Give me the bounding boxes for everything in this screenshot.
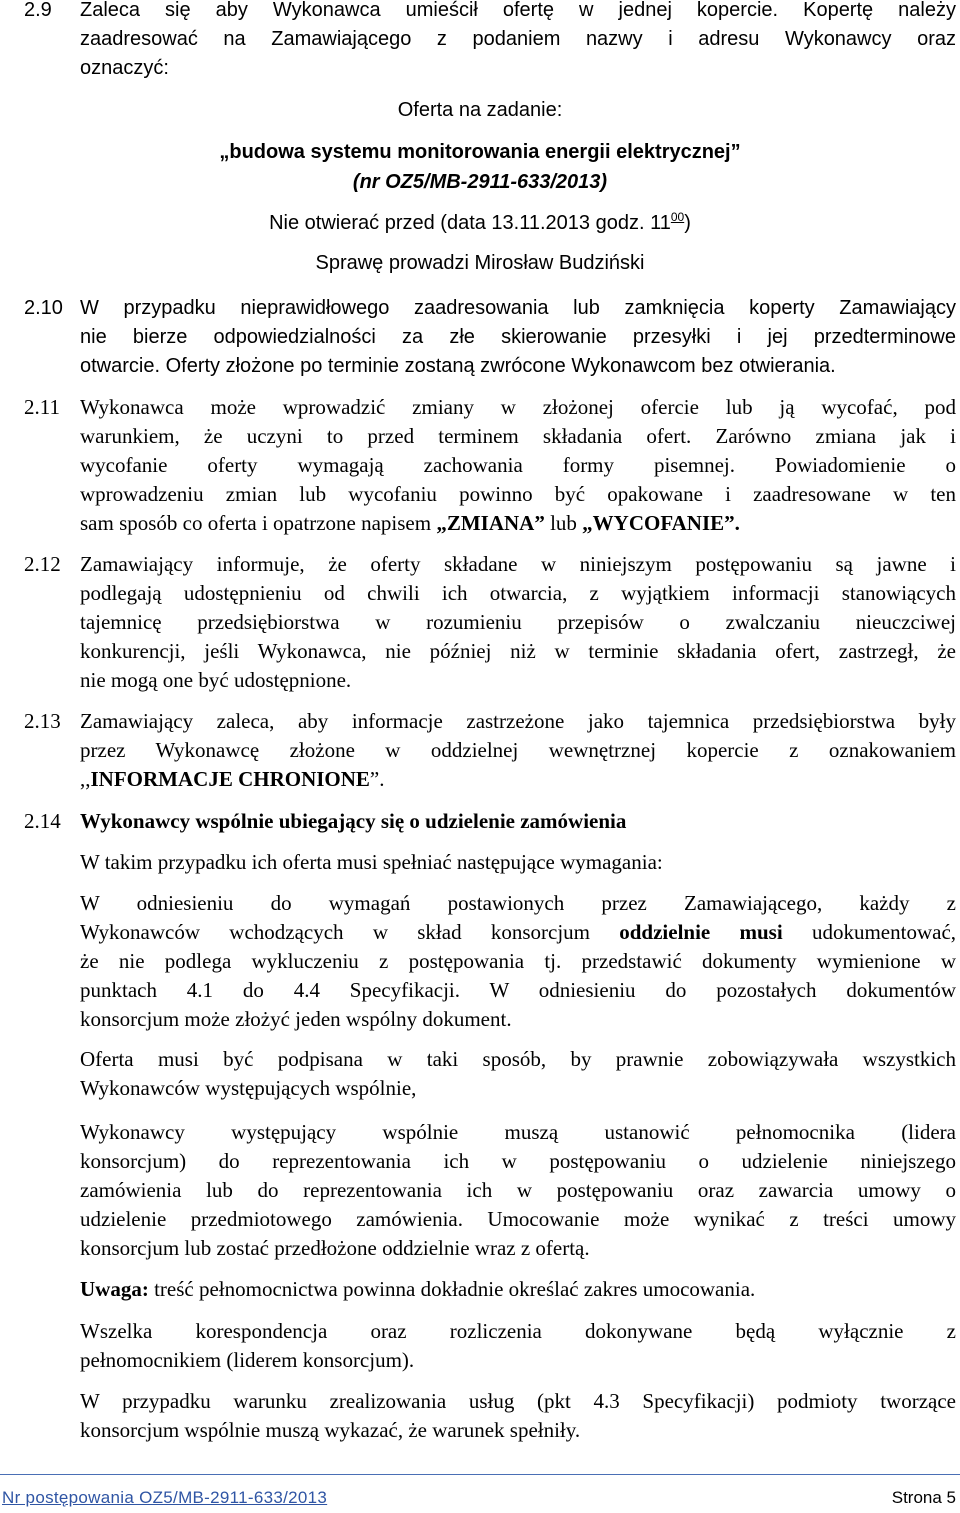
consortium-paragraph-6 [80, 1387, 956, 1445]
text-line: Zamawiający informuje, że oferty składane w niniejszym postępowaniu są jawne i [80, 552, 956, 576]
text-line: oznaczyć: [80, 57, 169, 79]
marker-wycofanie: „WYCOFANIE”. [582, 511, 740, 535]
footer-page-number: Strona 5 [891, 1488, 956, 1507]
marker-informacje-chronione: INFORMACJE CHRONIONE [90, 767, 370, 791]
section-2-11 [24, 393, 956, 538]
text-fragment: sam sposób co oferta i opatrzone napisem [80, 511, 437, 535]
consortium-paragraph-3 [80, 1118, 956, 1263]
text-line: konsorcjum lub zostać przedłożone oddzielnie wraz z ofertą. [80, 1236, 590, 1260]
text-line: konkurencji, jeśli Wykonawca, nie później niż w terminie składania ofert, zastrzegł, że [80, 639, 956, 663]
text-line: konsorcjum może złożyć jeden wspólny dokument. [80, 1007, 512, 1031]
text-line: pełnomocnikiem (liderem konsorcjum). [80, 1348, 415, 1372]
note-label: Uwaga: [80, 1277, 149, 1301]
text-line: wycofanie oferty wymagają zachowania formy pisemnej. Powiadomienie o [80, 453, 956, 477]
section-number: 2.10 [24, 297, 63, 319]
open-date-text: Nie otwierać przed (data 13.11.2013 godz. 11 [269, 212, 671, 234]
text-fragment: ”. [369, 767, 385, 791]
footer-case-number: Nr postępowania OZ5/MB-2911-633/2013 [2, 1488, 328, 1507]
text-line [80, 765, 956, 794]
text-line: zaadresować na Zamawiającego z podaniem nazwy i adresu Wykonawcy oraz [80, 28, 956, 50]
footer-divider [0, 1474, 960, 1475]
text-line: konsorcjum wspólnie muszą wykazać, że warunek spełniły. [80, 1418, 581, 1442]
text-line: podlegają udostępnieniu od chwili ich otwarcia, z wyjątkiem informacji stanowiących [80, 581, 956, 605]
marker-zmiana: „ZMIANA” [436, 511, 545, 535]
text-line: W przypadku warunku zrealizowania usług (pkt 4.3 Specyfikacji) podmioty tworzące [80, 1389, 956, 1413]
text-line: konsorcjum) do reprezentowania ich w postępowaniu o udzielenie niniejszego [80, 1149, 956, 1173]
text-line: Zaleca się aby Wykonawca umieścił ofertę w jednej kopercie. Kopertę należy [80, 0, 956, 21]
text-line: punktach 4.1 do 4.4 Specyfikacji. W odniesieniu do pozostałych dokumentów [80, 978, 956, 1002]
text-line [80, 509, 956, 538]
envelope-label-ref: (nr OZ5/MB-2911-633/2013) [352, 171, 608, 193]
text-line: udzielenie przedmiotowego zamówienia. Umocowanie może wynikać z treści umowy [80, 1207, 956, 1231]
envelope-label-title: „budowa systemu monitorowania energii elektrycznej” [219, 141, 741, 163]
section-number: 2.11 [24, 395, 60, 419]
section-2-13 [24, 707, 956, 794]
text-line: nie bierze odpowiedzialności za złe skierowanie przesyłki i jej przedterminowe [80, 326, 956, 348]
text-line: Zamawiający zaleca, aby informacje zastrzeżone jako tajemnica przedsiębiorstwa były [80, 709, 956, 733]
envelope-label-open [0, 210, 960, 235]
text-line [80, 918, 956, 947]
consortium-intro [80, 848, 956, 877]
text-line: Wszelka korespondencja oraz rozliczenia dokonywane będą wyłącznie z [80, 1319, 956, 1343]
text-fragment: udokumentować, [782, 920, 957, 944]
section-number: 2.9 [24, 0, 52, 21]
text-line: tajemnicę przedsiębiorstwa w rozumieniu przepisów o zwalczaniu nieuczciwej [80, 610, 956, 634]
section-2-12 [24, 550, 956, 695]
text-line: W takim przypadku ich oferta musi spełniać następujące wymagania: [80, 850, 663, 874]
section-2-10 [24, 294, 956, 381]
text-line: W przypadku nieprawidłowego zaadresowania lub zamknięcia koperty Zamawiający [80, 297, 956, 319]
text-line: Oferta musi być podpisana w taki sposób, by prawnie zobowiązywała wszystkich [80, 1047, 956, 1071]
text-line: że nie podlega wykluczeniu z postępowania tj. przedstawić dokumenty wymienione w [80, 949, 956, 973]
section-number: 2.13 [24, 709, 61, 733]
text-line: W odniesieniu do wymagań postawionych przez Zamawiającego, każdy z [80, 891, 956, 915]
section-heading: Wykonawcy wspólnie ubiegający się o udzielenie zamówienia [80, 809, 627, 833]
section-number: 2.12 [24, 552, 61, 576]
section-2-14 [24, 807, 956, 836]
open-time-minutes: 00 [670, 210, 685, 224]
text-fragment: lub [544, 511, 583, 535]
text-fragment: treść pełnomocnictwa powinna dokładnie określać zakres umocowania. [148, 1277, 756, 1301]
text-line: przez Wykonawcę złożone w oddzielnej wewnętrznej kopercie z oznakowaniem [80, 738, 956, 762]
text-line: wprowadzeniu zmian lub wycofaniu powinno być opakowane i zaadresowane w ten [80, 482, 956, 506]
text-line [80, 1275, 956, 1304]
consortium-paragraph-1 [80, 889, 956, 1034]
open-close-paren: ) [684, 212, 691, 234]
envelope-label-officer: Sprawę prowadzi Mirosław Budziński [315, 252, 645, 274]
text-line: nie mogą one być udostępnione. [80, 668, 352, 692]
consortium-paragraph-2 [80, 1045, 956, 1103]
text-line: Wykonawca może wprowadzić zmiany w złożonej ofercie lub ją wycofać, pod [80, 395, 956, 419]
text-fragment: ,, [80, 767, 91, 791]
section-2-9 [24, 0, 956, 83]
text-line: Wykonawców występujących wspólnie, [80, 1076, 417, 1100]
text-line: Wykonawcy występujący wspólnie muszą ustanowić pełnomocnika (lidera [80, 1120, 956, 1144]
text-line: zamówienia lub do reprezentowania ich w postępowaniu oraz zawarcia umowy o [80, 1178, 956, 1202]
consortium-note [80, 1275, 956, 1304]
section-number: 2.14 [24, 809, 61, 833]
text-fragment: Wykonawców wchodzących w skład konsorcjum [80, 920, 620, 944]
text-line: otwarcie. Oferty złożone po terminie zostaną zwrócone Wykonawcom bez otwierania. [80, 355, 836, 377]
envelope-label-offer: Oferta na zadanie: [397, 99, 563, 121]
consortium-paragraph-5 [80, 1317, 956, 1375]
emphasis-separately-must: oddzielnie musi [619, 920, 783, 944]
text-line: warunkiem, że uczyni to przed terminem składania ofert. Zarówno zmiana jak i [80, 424, 956, 448]
